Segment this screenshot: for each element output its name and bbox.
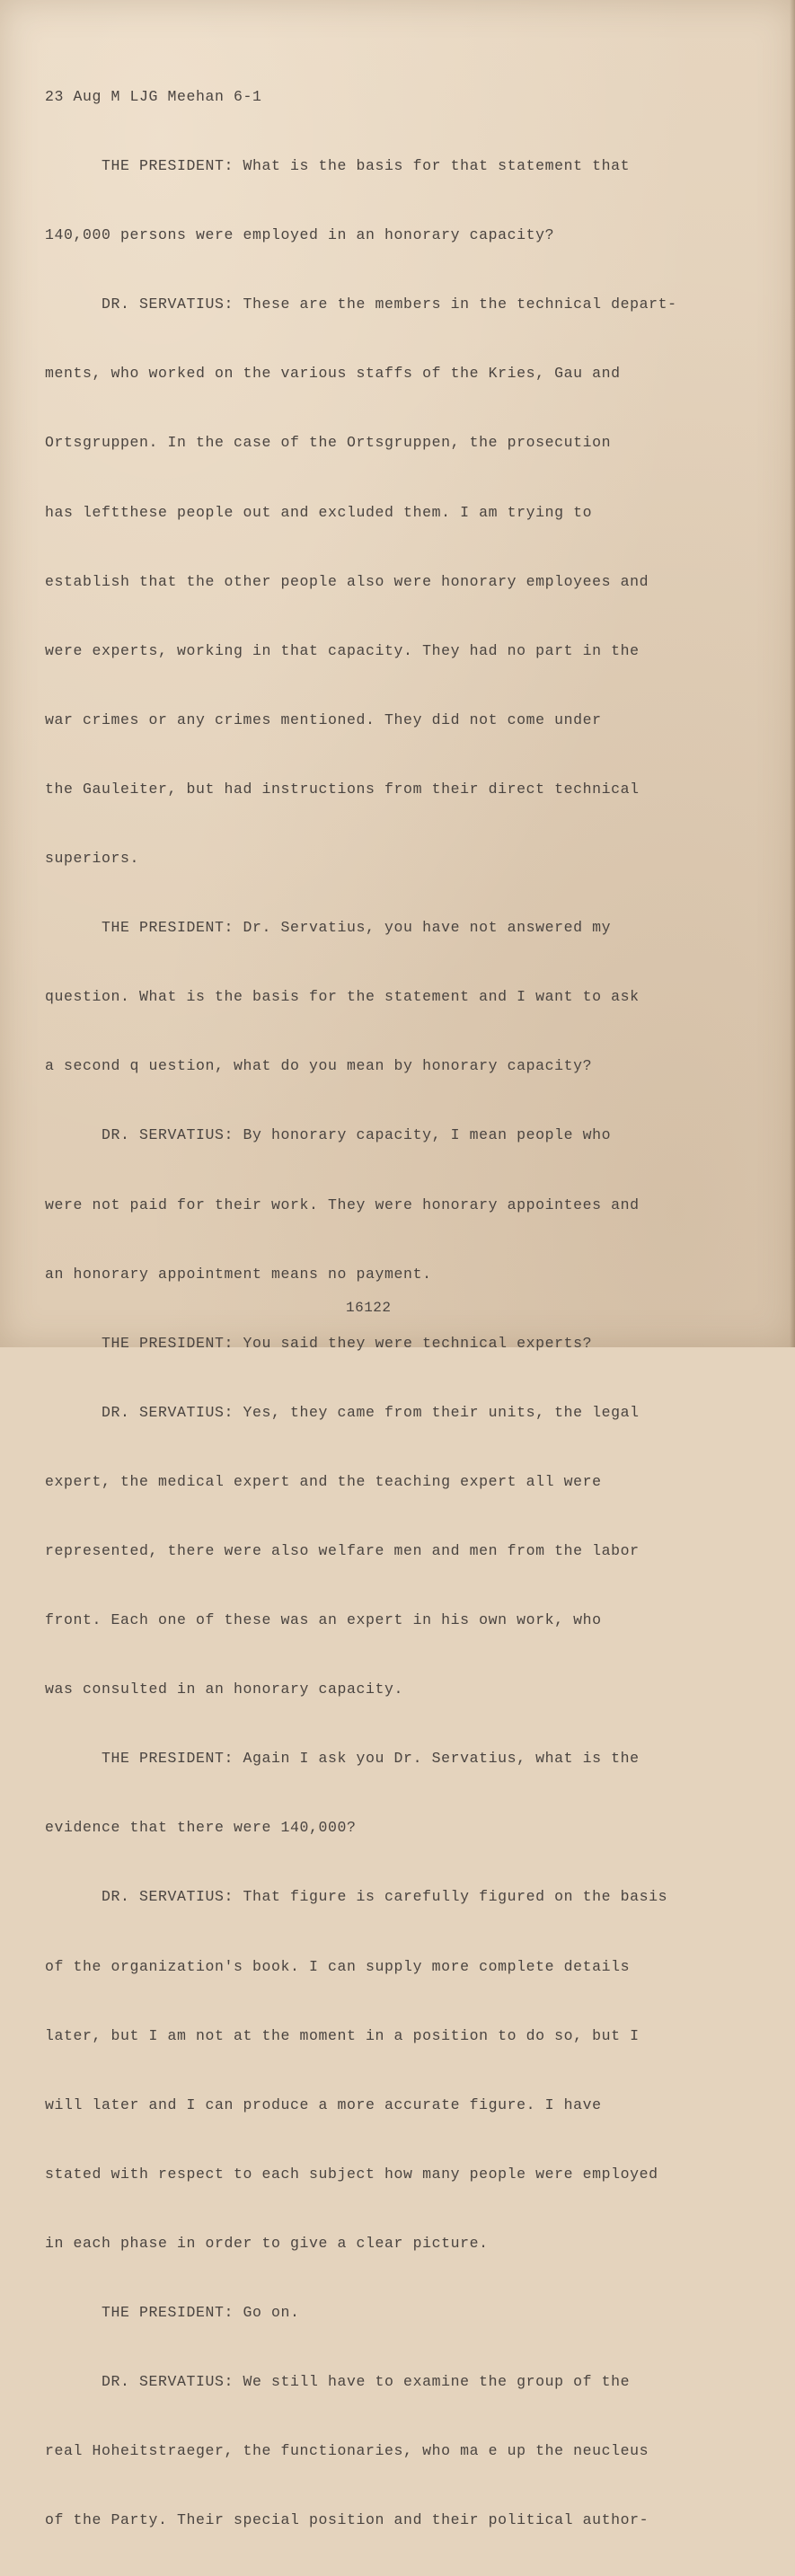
text-line: superiors. bbox=[45, 850, 140, 868]
text-line: ments, who worked on the various staffs of the Kries, Gau and bbox=[45, 365, 621, 383]
page-edge-shadow bbox=[790, 0, 795, 1347]
text-line: DR. SERVATIUS: By honorary capacity, I mean people who bbox=[45, 1126, 612, 1144]
text-line: real Hoheitstraeger, the functionaries, who ma e up the neucleus bbox=[45, 2442, 649, 2460]
text-line: a second q uestion, what do you mean by honorary capacity? bbox=[45, 1057, 593, 1075]
text-line: question. What is the basis for the statement and I want to ask bbox=[45, 988, 640, 1006]
text-line: has leftthese people out and excluded them. I am trying to bbox=[45, 503, 593, 521]
text-line: in each phase in order to give a clear picture. bbox=[45, 2234, 489, 2252]
text-line: DR. SERVATIUS: These are the members in the technical depart- bbox=[45, 296, 677, 313]
text-line: THE PRESIDENT: What is the basis for that statement that bbox=[45, 157, 631, 175]
text-line: were not paid for their work. They were honorary appointees and bbox=[45, 1195, 640, 1213]
text-line: the Gauleiter, but had instructions from their direct technical bbox=[45, 780, 640, 798]
text-line: of the organization's book. I can supply more complete details bbox=[45, 1957, 631, 1975]
page-number: 16122 bbox=[346, 1300, 392, 1316]
text-line: stated with respect to each subject how many people were employed bbox=[45, 2165, 658, 2183]
text-line: establish that the other people also were honorary employees and bbox=[45, 572, 649, 590]
text-line: later, but I am not at the moment in a position to do so, but I bbox=[45, 2026, 640, 2044]
text-line: THE PRESIDENT: Dr. Servatius, you have not answered my bbox=[45, 919, 612, 937]
text-line: THE PRESIDENT: You said they were technical experts? bbox=[45, 1334, 593, 1352]
text-line: were experts, working in that capacity. They had no part in the bbox=[45, 641, 640, 659]
text-line: Ortsgruppen. In the case of the Ortsgruppen, the prosecution bbox=[45, 434, 612, 452]
text-line: 140,000 persons were employed in an honorary capacity? bbox=[45, 226, 555, 244]
text-line: represented, there were also welfare men and men from the labor bbox=[45, 1541, 640, 1559]
text-line: DR. SERVATIUS: We still have to examine the group of the bbox=[45, 2373, 631, 2391]
text-line: will later and I can produce a more accurate figure. I have bbox=[45, 2095, 602, 2113]
text-line: evidence that there were 140,000? bbox=[45, 1819, 357, 1837]
header-line: 23 Aug M LJG Meehan 6-1 bbox=[45, 88, 262, 105]
text-line: THE PRESIDENT: Again I ask you Dr. Servatius, what is the bbox=[45, 1750, 640, 1768]
text-line: was consulted in an honorary capacity. bbox=[45, 1681, 404, 1698]
text-line: an honorary appointment means no payment. bbox=[45, 1265, 432, 1283]
text-line: DR. SERVATIUS: Yes, they came from their units, the legal bbox=[45, 1403, 640, 1421]
text-line: DR. SERVATIUS: That figure is carefully figured on the basis bbox=[45, 1888, 668, 1906]
text-line: expert, the medical expert and the teaching expert all were bbox=[45, 1472, 602, 1490]
typed-transcript-text bbox=[45, 49, 755, 2576]
text-line: war crimes or any crimes mentioned. They did not come under bbox=[45, 710, 602, 728]
text-line: of the Party. Their special position and their political author- bbox=[45, 2511, 649, 2529]
text-line: THE PRESIDENT: Go on. bbox=[45, 2304, 300, 2321]
text-line: front. Each one of these was an expert in his own work, who bbox=[45, 1611, 602, 1629]
